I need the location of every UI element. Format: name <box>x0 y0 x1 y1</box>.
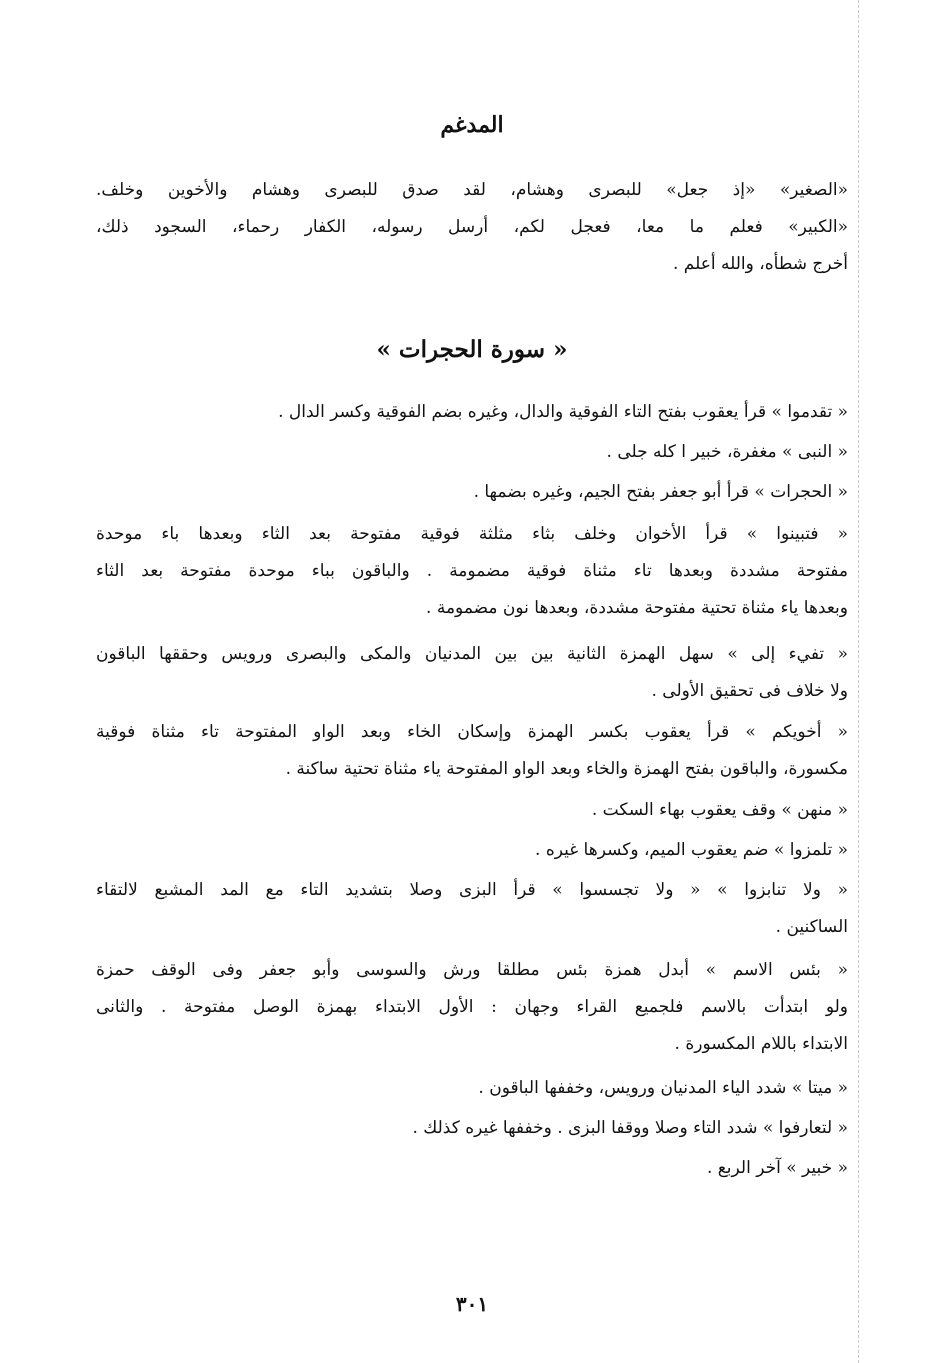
text-line: « منهن » وقف يعقوب بهاء السكت . <box>591 800 848 820</box>
text-line: الابتداء باللام المكسورة . <box>674 1034 848 1054</box>
text-line: وبعدها ياء مثناة تحتية مفتوحة مشددة، وبعدها نون مضمومة . <box>426 598 848 618</box>
page-number: ٣٠١ <box>455 1292 489 1316</box>
paragraph <box>96 434 848 471</box>
text-line: « لتعارفوا » شدد التاء وصلا ووقفا البزى . وخففها غيره كذلك . <box>412 1118 848 1138</box>
text-line: الساكنين . <box>775 917 848 937</box>
text-line: « بئس الاسم » أبدل همزة بئس مطلقا ورش والسوسى وأبو جعفر وفى الوقف حمزة <box>96 960 848 980</box>
text-line: « ولا تنابزوا » « ولا تجسسوا » قرأ البزى وصلا بتشديد التاء مع المد المشبع لالتقاء <box>96 880 848 900</box>
text-line: ولا خلاف فى تحقيق الأولى . <box>651 681 848 701</box>
paragraph <box>96 1110 848 1147</box>
running-header: المدغم <box>440 112 504 138</box>
text-line: «الصغير» «إذ جعل» للبصرى وهشام، لقد صدق للبصرى وهشام والأخوين وخلف. <box>96 180 848 200</box>
paragraph <box>96 636 848 710</box>
paragraph <box>96 952 848 1063</box>
top-section <box>96 172 848 283</box>
paragraph <box>96 872 848 946</box>
paragraph <box>96 714 848 788</box>
text-line: مفتوحة مشددة وبعدها تاء مثناة فوقية مضمومة . والباقون بباء موحدة مفتوحة بعد الثاء <box>96 561 848 581</box>
text-line: « فتبينوا » قرأ الأخوان وخلف بثاء مثلثة فوقية مفتوحة بعد الثاء وبعدها باء موحدة <box>96 524 848 544</box>
paragraph <box>96 1070 848 1107</box>
paragraph <box>96 792 848 829</box>
text-line: « تفيء إلى » سهل الهمزة الثانية بين بين المدنيان والمكى والبصرى ورويس وحققها الباقون <box>96 644 848 664</box>
text-line: أخرج شطأه، والله أعلم . <box>672 254 848 274</box>
text-line: « تقدموا » قرأ يعقوب بفتح التاء الفوقية والدال، وغيره بضم الفوقية وكسر الدال . <box>278 402 848 422</box>
paragraph <box>96 394 848 431</box>
text-line: « الحجرات » قرأ أبو جعفر بفتح الجيم، وغيره بضمها . <box>473 482 848 502</box>
paragraph <box>96 516 848 627</box>
paragraph <box>96 1150 848 1187</box>
text-line: « خبير » آخر الربع . <box>706 1158 848 1178</box>
text-line: « ميتا » شدد الياء المدنيان ورويس، وخففها الباقون . <box>478 1078 848 1098</box>
text-line: مكسورة، والباقون بفتح الهمزة والخاء وبعد الواو المفتوحة ياء مثناة تحتية ساكنة . <box>285 759 848 779</box>
paragraph <box>96 474 848 511</box>
text-line: « تلمزوا » ضم يعقوب الميم، وكسرها غيره . <box>535 840 848 860</box>
text-line: ولو ابتدأت بالاسم فلجميع القراء وجهان : الأول الابتداء بهمزة الوصل مفتوحة . والثانى <box>96 997 848 1017</box>
paragraph <box>96 832 848 869</box>
text-line: «الكبير» فعلم ما معا، فعجل لكم، أرسل رسوله، الكفار رحماء، السجود ذلك، <box>96 217 848 237</box>
text-line: « أخويكم » قرأ يعقوب بكسر الهمزة وإسكان الخاء وبعد الواو المفتوحة تاء مثناة فوقية <box>96 722 848 742</box>
surah-title: « سورة الحجرات » <box>376 336 568 363</box>
text-line: « النبى » مغفرة، خبير ا كله جلى . <box>606 442 848 462</box>
page-edge-line <box>858 0 859 1363</box>
